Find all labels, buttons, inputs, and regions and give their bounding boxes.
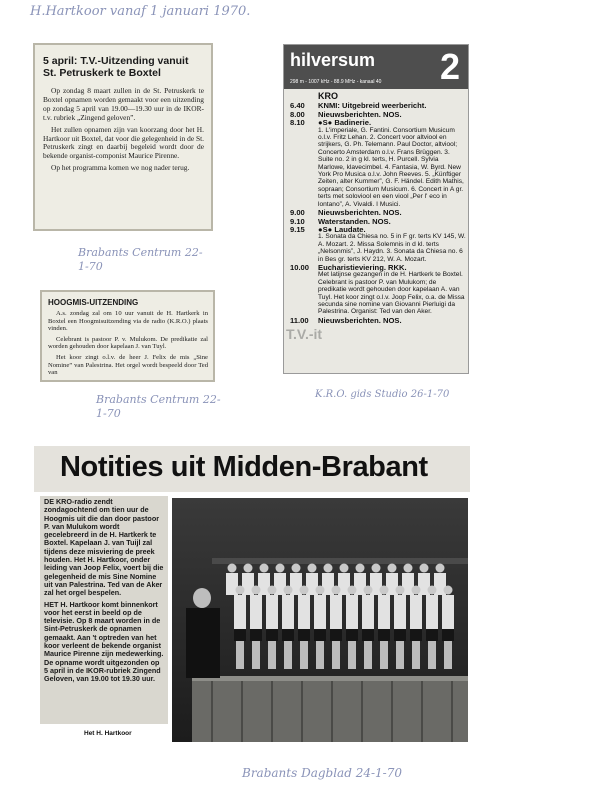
guide-program-time: 6.40 — [290, 101, 305, 111]
guide-program-time: 11.00 — [290, 315, 309, 325]
clipping-hoogmis — [40, 290, 215, 382]
choir-member-legs — [316, 641, 324, 669]
choir-member-head — [428, 586, 437, 595]
choir-member-head — [292, 564, 301, 573]
choir-member-shorts — [394, 629, 406, 641]
clipping-tv-broadcast — [33, 43, 213, 231]
guide-program-title: Nieuwsberichten. NOS. — [318, 315, 402, 325]
choir-member-legs — [444, 641, 452, 669]
clipping-paragraph: Het koor zingt o.l.v. de heer J. Felix de mis „Sine Nomine” van Palestrina. Het orgel wordt bespeeld door Ted van — [48, 353, 208, 377]
choir-member-body — [234, 595, 246, 629]
choir-member-head — [260, 564, 269, 573]
guide-header — [284, 45, 469, 89]
choir-member-legs — [428, 641, 436, 669]
choir-member-head — [340, 564, 349, 573]
clipping-paragraph: Het zullen opnamen zijn van koorzang door het H. Hartkoor uit Boxtel, dat voor die gelegenheid in de St. Petruskerk zingt en daarbij begeleid wordt door de bekende organist-componist Maurice Pirenne. — [43, 124, 204, 161]
guide-program-time: 9.10 — [290, 216, 305, 226]
choir-member-head — [252, 586, 261, 595]
handwritten-source-note: Brabants Centrum 22-1-70 — [78, 246, 203, 273]
page-header-handwritten: H.Hartkoor vanaf 1 januari 1970. — [30, 4, 251, 19]
clipping-headline: HOOGMIS-UITZENDING — [48, 298, 139, 307]
guide-program-time: 10.00 — [290, 262, 310, 272]
guide-program-description: 1. L'imperiale, G. Fantini. Consortium Musicum o.l.v. Fritz Lehan. 2. Concert voor altviool en strijkers, G. Ph. Telemann. Paul Doctor, altviool; Concerto Amsterdam o.l.v. Frans Brüggen. 3. Suite no. 2 in g kl. terts, H. Purcell. Sylvia Marlowe, klavecimbel. 4. Fantasia, W. Byrd. New York Pro Musica o.l.v. John Reeves. 5. „Künftiger Zeiten, alter Kummer”, G. F. Händel. Edith Mathis, sopraan; Consortium Musicum. 6. Concert in A gr. terts met soloviool en een viool „Per l' eco in lontano”, A. Vivaldi. I Musici. — [318, 126, 464, 208]
choir-member-body — [378, 595, 390, 629]
choir-member-head — [228, 564, 237, 573]
choir-photo-illustration — [172, 498, 468, 742]
choir-member-head — [412, 586, 421, 595]
choir-member-legs — [380, 641, 388, 669]
choir-member-head — [364, 586, 373, 595]
guide-station-name: hilversum — [290, 50, 376, 70]
clipping-headline: Notities uit Midden-Brabant — [60, 451, 428, 483]
choir-member-shorts — [442, 629, 454, 641]
choir-member-shorts — [282, 629, 294, 641]
choir-member-head — [420, 564, 429, 573]
guide-program-time: 9.15 — [290, 224, 305, 234]
choir-member-head — [404, 564, 413, 573]
choir-member-shorts — [314, 629, 326, 641]
guide-frequency: 298 m - 1007 kHz - 88.9 MHz - kanaal 40 — [290, 79, 382, 85]
choir-member-shorts — [410, 629, 422, 641]
guide-program-row — [290, 102, 466, 109]
choir-member-body — [410, 595, 422, 629]
choir-member-head — [316, 586, 325, 595]
choir-member-legs — [284, 641, 292, 669]
choir-photo — [172, 498, 468, 742]
choir-member-head — [268, 586, 277, 595]
clipping-paragraph: A.s. zondag zal om 10 uur vanuit de H. Hartkerk in Boxtel een Hoogmisuitzending via de radio (K.R.O.) plaats vinden. — [48, 310, 208, 333]
choir-member-body — [282, 595, 294, 629]
guide-program-row — [290, 209, 466, 216]
choir-member-legs — [348, 641, 356, 669]
choir-member-head — [436, 564, 445, 573]
radio-guide-clipping — [283, 44, 469, 374]
choir-member-head — [348, 586, 357, 595]
guide-program-row — [290, 119, 466, 208]
choir-member-shorts — [346, 629, 358, 641]
choir-member-head — [396, 586, 405, 595]
choir-member-shorts — [298, 629, 310, 641]
choir-member-head — [300, 586, 309, 595]
choir-member-body — [266, 595, 278, 629]
handwritten-source-note: K.R.O. gids Studio 26-1-70 — [315, 389, 450, 400]
choir-member-shorts — [362, 629, 374, 641]
clipping-paragraph: Op het programma komen we nog nader terug. — [51, 163, 190, 173]
guide-program-title: Eucharistieviering. RKK. — [318, 262, 407, 272]
choir-member-head — [284, 586, 293, 595]
choir-member-shorts — [234, 629, 246, 641]
guide-program-title: ●S● Laudate. — [318, 224, 366, 234]
guide-program-title: ●S● Badinerie. — [318, 118, 372, 128]
choir-member-legs — [396, 641, 404, 669]
clipping-paragraph: Celebrant is pastoor P. v. Mulukom. De predikatie zal worden gehouden door kapelaan J. van Tuyl. — [48, 335, 208, 351]
clipping-paragraph: DE KRO-radio zendt zondagochtend om tien uur de Hoogmis uit die dan door pastoor P. van Mulukom wordt gecelebreerd in de H. Hartkerk te Boxtel. Kapelaan J. van Tuijl zal tijdens deze misviering de preek houden. Het H. Hartkoor, onder leiding van Joop Felix, voert bij die gelegenheid de mis Sine Nomine uit van Palestrina. Ted van de Aker zal het orgel bespelen. — [44, 497, 164, 598]
choir-member-body — [314, 595, 326, 629]
choir-member-legs — [412, 641, 420, 669]
choir-member-shorts — [378, 629, 390, 641]
choir-member-legs — [300, 641, 308, 669]
choir-member-head — [324, 564, 333, 573]
choir-member-body — [394, 595, 406, 629]
choir-member-shorts — [250, 629, 262, 641]
guide-list — [290, 102, 466, 324]
choir-member-head — [388, 564, 397, 573]
choir-member-head — [332, 586, 341, 595]
guide-program-time: 8.10 — [290, 118, 305, 128]
choir-member-legs — [252, 641, 260, 669]
clipping-paragraph: HET H. Hartkoor komt binnenkort voor het eerst in beeld op de televisie. Op 8 maart worden in de Sint-Petruskerk de opnamen gemaakt. Aan 't optreden van het koor verleent de bekende organist Maurice Pirenne zijn medewerking. De opname wordt uitgezonden op 5 april in de IKOR-rubriek Zingend Geloven, van 19.00 tot 19.30 uur. — [44, 599, 164, 684]
clipping-headline: 5 april: T.V.-Uitzending vanuit St. Petruskerk te Boxtel — [43, 55, 189, 79]
choir-member-shorts — [330, 629, 342, 641]
guide-program-title: KNMI: Uitgebreid weerbericht. — [318, 101, 427, 111]
guide-program-time: 9.00 — [290, 208, 305, 218]
choir-member-legs — [268, 641, 276, 669]
guide-program-row — [290, 218, 466, 225]
guide-program-title: Nieuwsberichten. NOS. — [318, 109, 402, 119]
choir-member-legs — [236, 641, 244, 669]
guide-program-time: 8.00 — [290, 109, 305, 119]
clipping-paragraph: Op zondag 8 maart zullen in de St. Petruskerk te Boxtel opnamen worden gemaakt voor een uitzending op zondag 5 april van 19.00—19.30 uur in de IKOR-t.v. rubriek „Zingend geloven”. — [43, 86, 204, 122]
choir-member-body — [426, 595, 438, 629]
choir-member-head — [244, 564, 253, 573]
choir-member-legs — [364, 641, 372, 669]
choir-member-body — [442, 595, 454, 629]
handwritten-source-note: Brabants Dagblad 24-1-70 — [242, 766, 402, 780]
choir-member-head — [276, 564, 285, 573]
choir-member-head — [308, 564, 317, 573]
choir-member-head — [444, 586, 453, 595]
guide-program-title: Nieuwsberichten. NOS. — [318, 208, 402, 218]
choir-member-head — [380, 586, 389, 595]
guide-program-row — [290, 317, 466, 324]
choir-member-shorts — [426, 629, 438, 641]
guide-program-description: Met latijnse gezangen in de H. Hartkerk te Boxtel. Celebrant is pastoor P. van Mulukom; de predikatie wordt gehouden door kapelaan A. van Tuyl. Het koor zingt o.l.v. Joop Felix, o.a. de Missa secunda sine nomine van Giovanni Pierluigi da Palestrina. Organist: Ted van den Aker. — [318, 271, 465, 316]
guide-program-description: 1. Sonata da Chiesa no. 5 in F gr. terts KV 145, W. A. Mozart. 2. Missa Solemnis in d kl. terts „Nelsonmis”, J. Haydn. 3. Sonata da Chiesa no. 6 in Bes gr. terts KV 212, W. A. Mozart. — [318, 233, 466, 263]
guide-program-row — [290, 226, 466, 263]
clipping-notities — [34, 446, 470, 748]
guide-channel-number: 2 — [439, 46, 460, 87]
guide-program-row — [290, 264, 466, 316]
handwritten-source-note: Brabants Centrum 22-1-70 — [96, 393, 221, 420]
choir-member-body — [362, 595, 374, 629]
choir-member-body — [250, 595, 262, 629]
guide-watermark-text: T.V.-it — [286, 326, 323, 342]
choir-member-head — [356, 564, 365, 573]
choir-member-head — [236, 586, 245, 595]
choir-member-body — [330, 595, 342, 629]
choir-member-legs — [332, 641, 340, 669]
choir-member-head — [372, 564, 381, 573]
notities-text-column — [40, 496, 168, 724]
choir-member-shorts — [266, 629, 278, 641]
notities-headline-bar — [34, 446, 470, 492]
guide-broadcaster: KRO — [318, 91, 338, 101]
guide-program-row — [290, 111, 466, 118]
photo-caption: Het H. Hartkoor — [84, 730, 132, 737]
guide-program-title: Waterstanden. NOS. — [318, 216, 391, 226]
choir-member-body — [346, 595, 358, 629]
choir-member-body — [298, 595, 310, 629]
